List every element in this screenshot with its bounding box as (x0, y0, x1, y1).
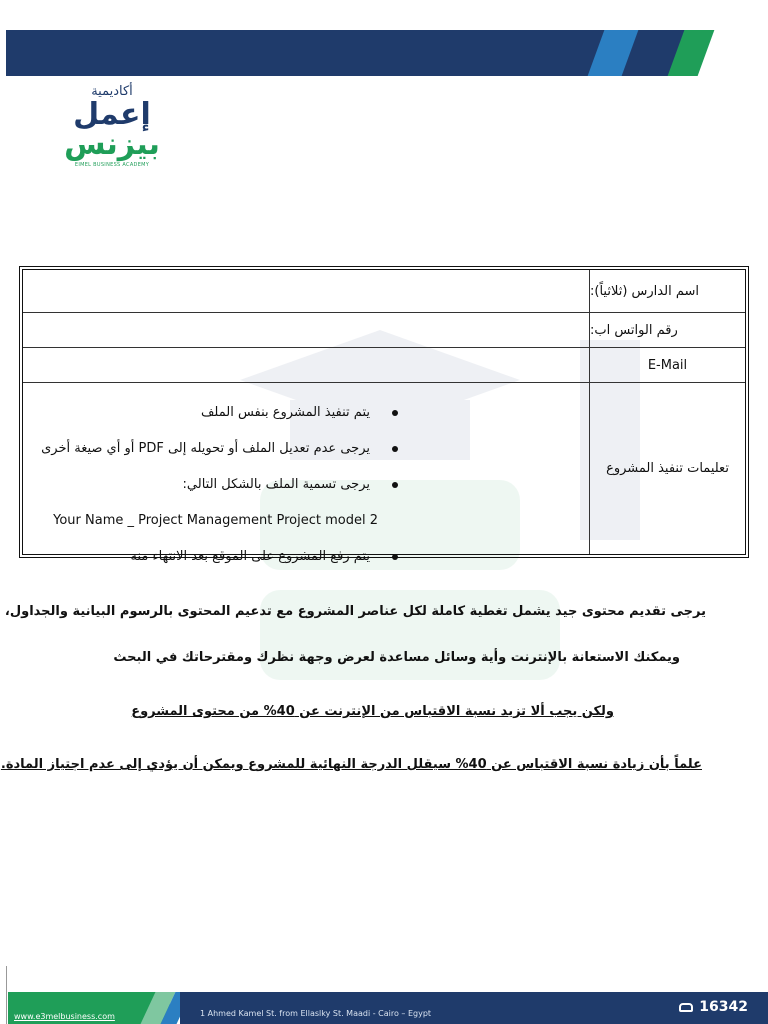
email-field[interactable] (23, 348, 588, 382)
list-item (41, 395, 398, 431)
paragraph-content-quality: يرجى تقديم محتوى جيد يشمل تغطية كاملة لكل عناصر المشروع مع تدعيم المحتوى بالرسوم البيانية والجداول، (4, 604, 706, 619)
academy-logo (64, 84, 160, 180)
hotline (679, 999, 748, 1015)
footer-address: 1 Ahmed Kamel St. from Ellaslky St. Maadi - Cairo – Egypt (200, 1009, 432, 1018)
table-row-whatsapp (23, 313, 745, 348)
instruction-text: يرجى عدم تعديل الملف أو تحويله إلى PDF أو أي صيغة أخرى (41, 441, 370, 456)
bullet-icon (392, 482, 398, 488)
bullet-icon (392, 554, 398, 560)
whatsapp-field[interactable] (23, 313, 588, 347)
student-name-field[interactable] (23, 270, 588, 312)
instructions-list (41, 395, 398, 575)
list-item (41, 539, 398, 575)
table-row-instructions (23, 383, 745, 564)
list-item (41, 503, 398, 539)
header-banner (0, 30, 768, 76)
student-name-label: اسم الدارس (ثلاثياً): (589, 270, 745, 312)
bullet-icon (392, 446, 398, 452)
logo-line-business: بيزنس (64, 127, 160, 162)
bullet-icon (392, 410, 398, 416)
logo-line-e3mel: إعمل (73, 97, 151, 132)
instruction-text: يتم رفع المشروع على الموقع بعد الانتهاء منه (130, 549, 370, 564)
phone-icon (679, 1003, 693, 1012)
file-name-format: Your Name _ Project Management Project model 2 (53, 513, 378, 528)
table-row-email (23, 348, 745, 383)
student-info-table (19, 266, 749, 564)
website-link[interactable]: www.e3melbusiness.com (14, 1012, 115, 1021)
list-item (41, 467, 398, 503)
hotline-number: 16342 (699, 999, 748, 1015)
instruction-text: يرجى تسمية الملف بالشكل التالي: (182, 477, 370, 492)
list-item (41, 431, 398, 467)
paragraph-internet-use: ويمكنك الاستعانة بالإنترنت وأية وسائل مساعدة لعرض وجهة نظرك ومقترحاتك في البحث (113, 650, 680, 665)
instruction-text: يتم تنفيذ المشروع بنفس الملف (200, 405, 370, 420)
whatsapp-label: رقم الواتس اب: (589, 313, 745, 347)
banner-navy-bar (6, 30, 616, 76)
logo-english-name: EIMEL BUSINESS ACADEMY (74, 162, 150, 168)
footer-bar (0, 992, 768, 1024)
instructions-cell (23, 383, 588, 564)
logo-line-academy: أكاديمية (91, 84, 133, 99)
paragraph-quote-limit: ولكن يجب ألا تزيد نسبة الاقتباس من الإنترنت عن 40% من محتوى المشروع (131, 704, 614, 719)
instructions-label: تعليمات تنفيذ المشروع (589, 383, 745, 554)
table-row-student-name (23, 270, 745, 313)
paragraph-quote-penalty: علماً بأن زيادة نسبة الاقتباس عن 40% سيقلل الدرجة النهائية للمشروع ويمكن أن يؤدي إلى عدم اجتياز المادة. (0, 757, 702, 772)
email-label: E-Mail (589, 348, 745, 382)
